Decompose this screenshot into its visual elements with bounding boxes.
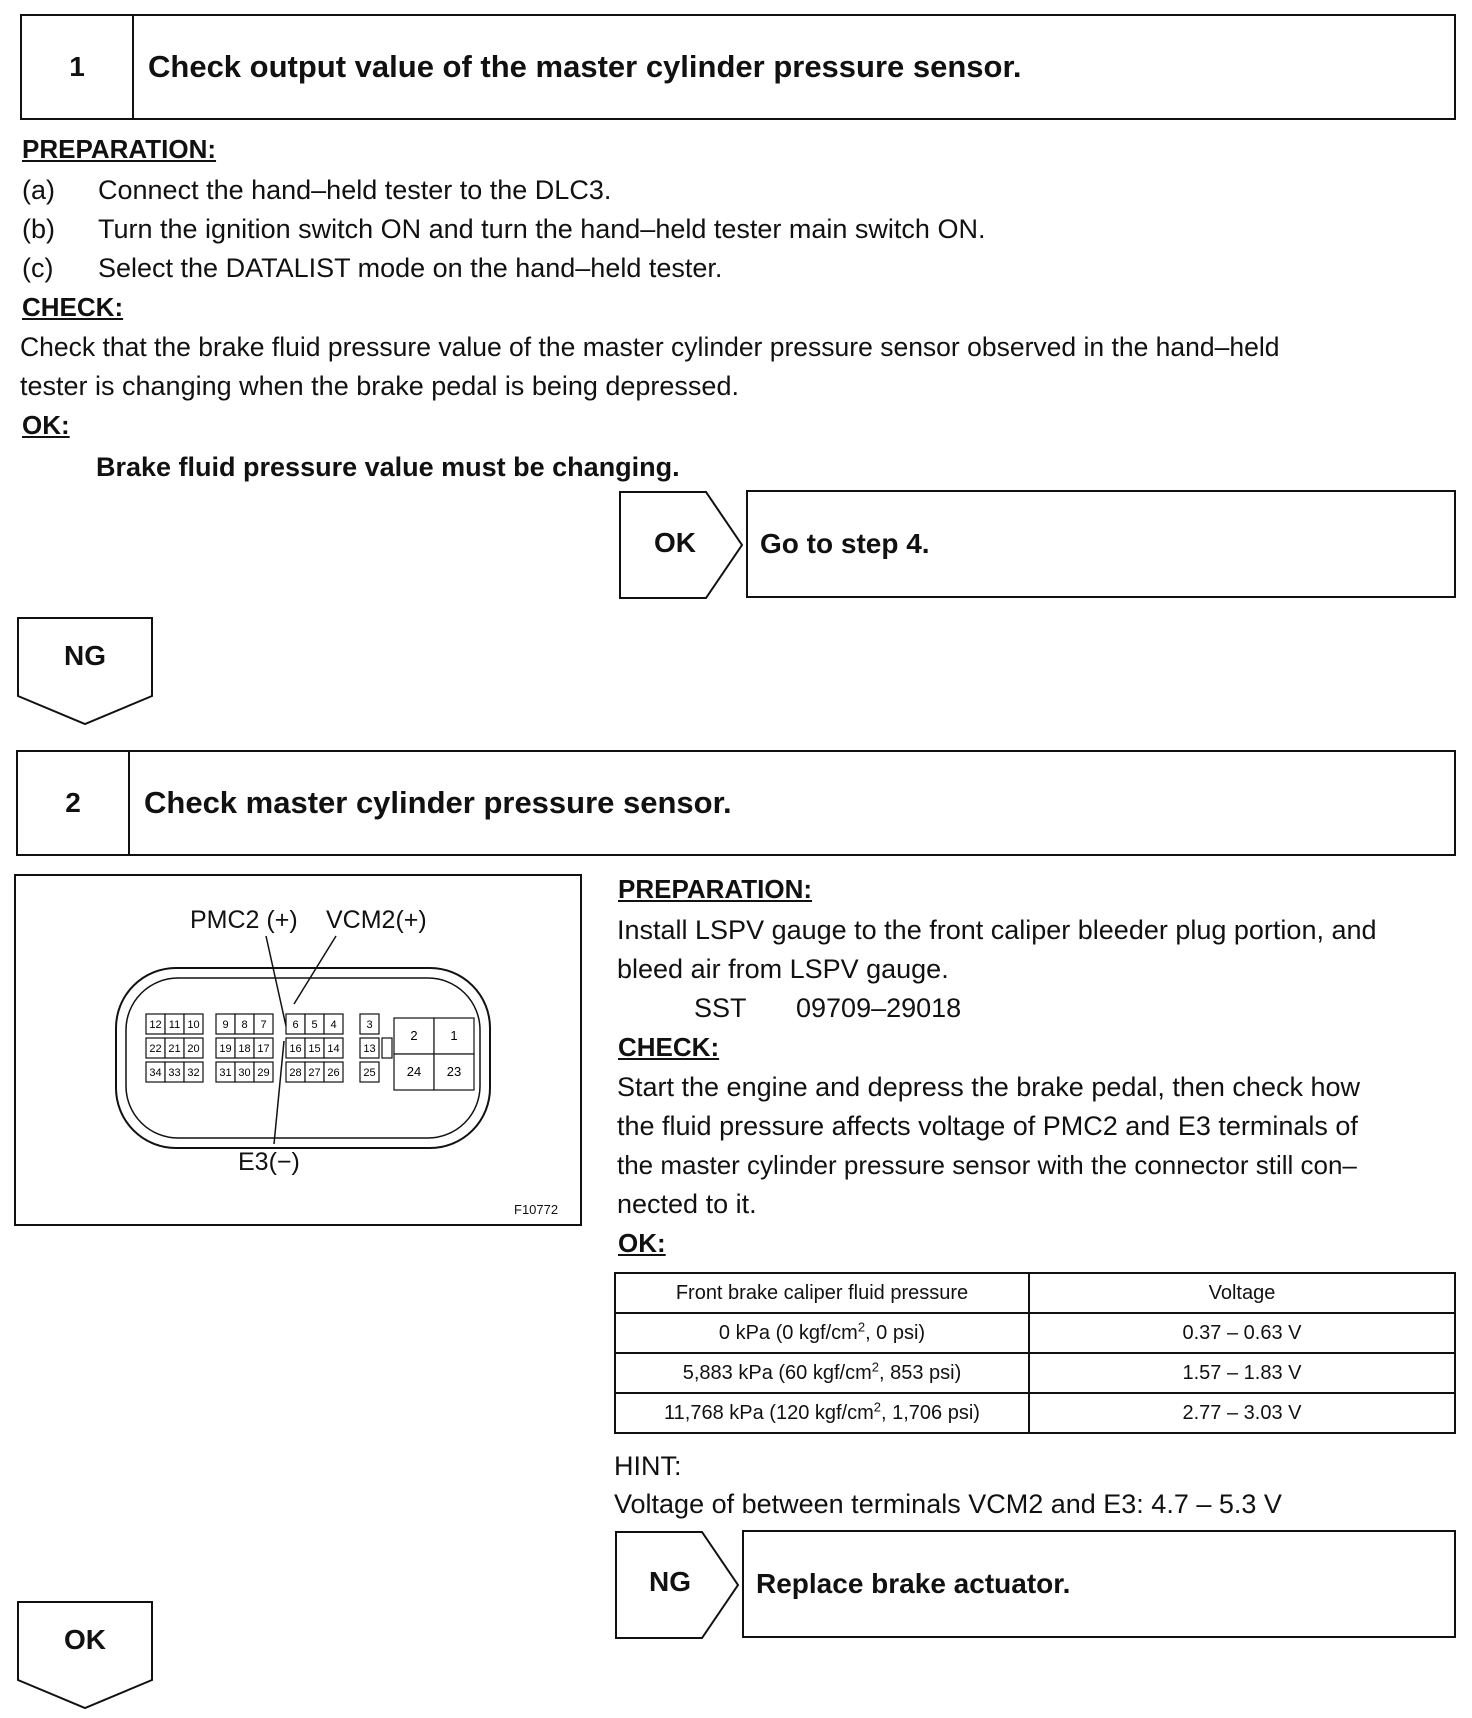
connector-pin-label: 34 bbox=[149, 1067, 162, 1079]
connector-pin-label: 2 bbox=[410, 1028, 418, 1043]
connector-pin-label: 16 bbox=[289, 1043, 302, 1055]
spec-table bbox=[614, 1272, 1456, 1434]
table-header-voltage: Voltage bbox=[1029, 1273, 1455, 1313]
connector-pin-label: 33 bbox=[168, 1067, 181, 1079]
step2-check-line3: the master cylinder pressure sensor with the connector still con– bbox=[617, 1150, 1357, 1180]
step2-check-line1: Start the engine and depress the brake pedal, then check how bbox=[617, 1072, 1361, 1102]
step1-ok-text: Brake fluid pressure value must be changing. bbox=[96, 452, 680, 482]
step2-hint-heading: HINT: bbox=[614, 1451, 682, 1481]
connector-pin-label: 1 bbox=[450, 1028, 458, 1043]
connector-pin-label: 8 bbox=[241, 1019, 248, 1031]
table-cell-voltage: 1.57 – 1.83 V bbox=[1029, 1353, 1455, 1393]
connector-pin-label: 3 bbox=[366, 1019, 373, 1031]
label-e3: E3(−) bbox=[238, 1148, 300, 1176]
step1-prep-item-b-text: Turn the ignition switch ON and turn the hand–held tester main switch ON. bbox=[98, 214, 986, 244]
step2-ng-branch-label: NG bbox=[649, 1566, 691, 1597]
connector-pin-label: 13 bbox=[363, 1043, 376, 1055]
step2-preparation-line2: bleed air from LSPV gauge. bbox=[617, 954, 949, 984]
connector-pin-label: 21 bbox=[168, 1043, 181, 1055]
step2-header bbox=[16, 750, 1456, 856]
step2-sst bbox=[694, 988, 961, 1028]
connector-pin-label: 19 bbox=[219, 1043, 232, 1055]
step1-number: 1 bbox=[22, 16, 134, 118]
connector-pin-label: 4 bbox=[330, 1019, 337, 1031]
table-cell-voltage: 2.77 – 3.03 V bbox=[1029, 1393, 1455, 1433]
step2-preparation-heading: PREPARATION: bbox=[618, 874, 813, 904]
step1-preparation-heading: PREPARATION: bbox=[22, 134, 217, 164]
step2-ng-branch-result: Replace brake actuator. bbox=[742, 1530, 1456, 1638]
step2-check-line2: the fluid pressure affects voltage of PMC2 and E3 terminals of bbox=[617, 1111, 1358, 1141]
step2-check-heading: CHECK: bbox=[618, 1032, 720, 1062]
connector-pin-label: 23 bbox=[446, 1064, 462, 1079]
connector-pin-label: 12 bbox=[149, 1019, 162, 1031]
step1-ng-flow-label: NG bbox=[64, 640, 106, 671]
step2-number: 2 bbox=[18, 752, 130, 854]
connector-pin-label: 14 bbox=[327, 1043, 340, 1055]
sst-label: SST bbox=[694, 993, 747, 1023]
step2-preparation-line1: Install LSPV gauge to the front caliper bleeder plug portion, and bbox=[617, 915, 1377, 945]
table-header-row bbox=[615, 1273, 1455, 1313]
connector-pin-label: 5 bbox=[311, 1019, 318, 1031]
connector-pin-label: 18 bbox=[238, 1043, 251, 1055]
step1-prep-item-b-label: (b) bbox=[22, 214, 55, 244]
step1-ok-heading: OK: bbox=[22, 410, 70, 440]
figure-id: F10772 bbox=[514, 1202, 559, 1217]
step1-prep-item-c-label: (c) bbox=[22, 253, 54, 283]
step1-prep-item-a-text: Connect the hand–held tester to the DLC3. bbox=[98, 175, 612, 205]
connector-pin-label: 6 bbox=[292, 1019, 299, 1031]
step1-check-heading: CHECK: bbox=[22, 292, 124, 322]
connector-pin-label: 17 bbox=[257, 1043, 270, 1055]
connector-key bbox=[382, 1038, 392, 1058]
label-vcm2: VCM2(+) bbox=[326, 906, 427, 934]
step1-prep-item-a bbox=[22, 170, 611, 210]
step1-title: Check output value of the master cylinder pressure sensor. bbox=[148, 49, 1022, 84]
table-row bbox=[615, 1393, 1455, 1433]
step2-hint-text: Voltage of between terminals VCM2 and E3: 4.7 – 5.3 V bbox=[614, 1489, 1282, 1519]
step1-header bbox=[20, 14, 1456, 120]
connector-pin-label: 25 bbox=[363, 1067, 376, 1079]
connector-pin-label: 11 bbox=[168, 1019, 181, 1031]
table-header-pressure: Front brake caliper fluid pressure bbox=[615, 1273, 1029, 1313]
step1-ok-branch-result: Go to step 4. bbox=[746, 490, 1456, 598]
table-row bbox=[615, 1353, 1455, 1393]
connector-pin-label: 20 bbox=[187, 1043, 200, 1055]
sst-number: 09709–29018 bbox=[796, 993, 962, 1023]
step2-check-line4: nected to it. bbox=[617, 1189, 757, 1219]
step2-ok-flow-label: OK bbox=[64, 1624, 106, 1655]
connector-pin-label: 7 bbox=[260, 1019, 267, 1031]
connector-pin-label: 9 bbox=[222, 1019, 229, 1031]
connector-pin-label: 15 bbox=[308, 1043, 321, 1055]
connector-pin-label: 10 bbox=[187, 1019, 200, 1031]
table-cell-pressure: 0 kPa (0 kgf/$cm^2$, 0 psi) bbox=[615, 1313, 1029, 1353]
step1-check-text-line2: tester is changing when the brake pedal is being depressed. bbox=[20, 371, 739, 401]
connector-pin-label: 26 bbox=[327, 1067, 340, 1079]
step2-title: Check master cylinder pressure sensor. bbox=[144, 785, 732, 820]
table-cell-pressure: 11,768 kPa (120 kgf/$cm^2$, 1,706 psi) bbox=[615, 1393, 1029, 1433]
step1-prep-item-b bbox=[22, 209, 985, 249]
connector-pin-label: 27 bbox=[308, 1067, 321, 1079]
step1-prep-item-c-text: Select the DATALIST mode on the hand–held tester. bbox=[98, 253, 723, 283]
table-cell-pressure: 5,883 kPa (60 kgf/$cm^2$, 853 psi) bbox=[615, 1353, 1029, 1393]
table-row bbox=[615, 1313, 1455, 1353]
step1-check-text-line1: Check that the brake fluid pressure value of the master cylinder pressure sensor observed in the hand–held bbox=[20, 332, 1280, 362]
step2-ok-heading: OK: bbox=[618, 1228, 666, 1258]
step1-prep-item-c bbox=[22, 248, 722, 288]
connector-pin-label: 29 bbox=[257, 1067, 270, 1079]
connector-pin-label: 24 bbox=[406, 1064, 422, 1079]
connector-pin-label: 22 bbox=[149, 1043, 162, 1055]
connector-pin-label: 31 bbox=[219, 1067, 232, 1079]
table-cell-voltage: 0.37 – 0.63 V bbox=[1029, 1313, 1455, 1353]
step1-prep-item-a-label: (a) bbox=[22, 175, 55, 205]
label-pmc2: PMC2 (+) bbox=[190, 906, 298, 934]
connector-figure bbox=[14, 874, 582, 1226]
connector-pin-label: 30 bbox=[238, 1067, 251, 1079]
connector-pin-label: 32 bbox=[187, 1067, 200, 1079]
step1-ok-branch-label: OK bbox=[654, 527, 696, 558]
connector-pin-label: 28 bbox=[289, 1067, 302, 1079]
